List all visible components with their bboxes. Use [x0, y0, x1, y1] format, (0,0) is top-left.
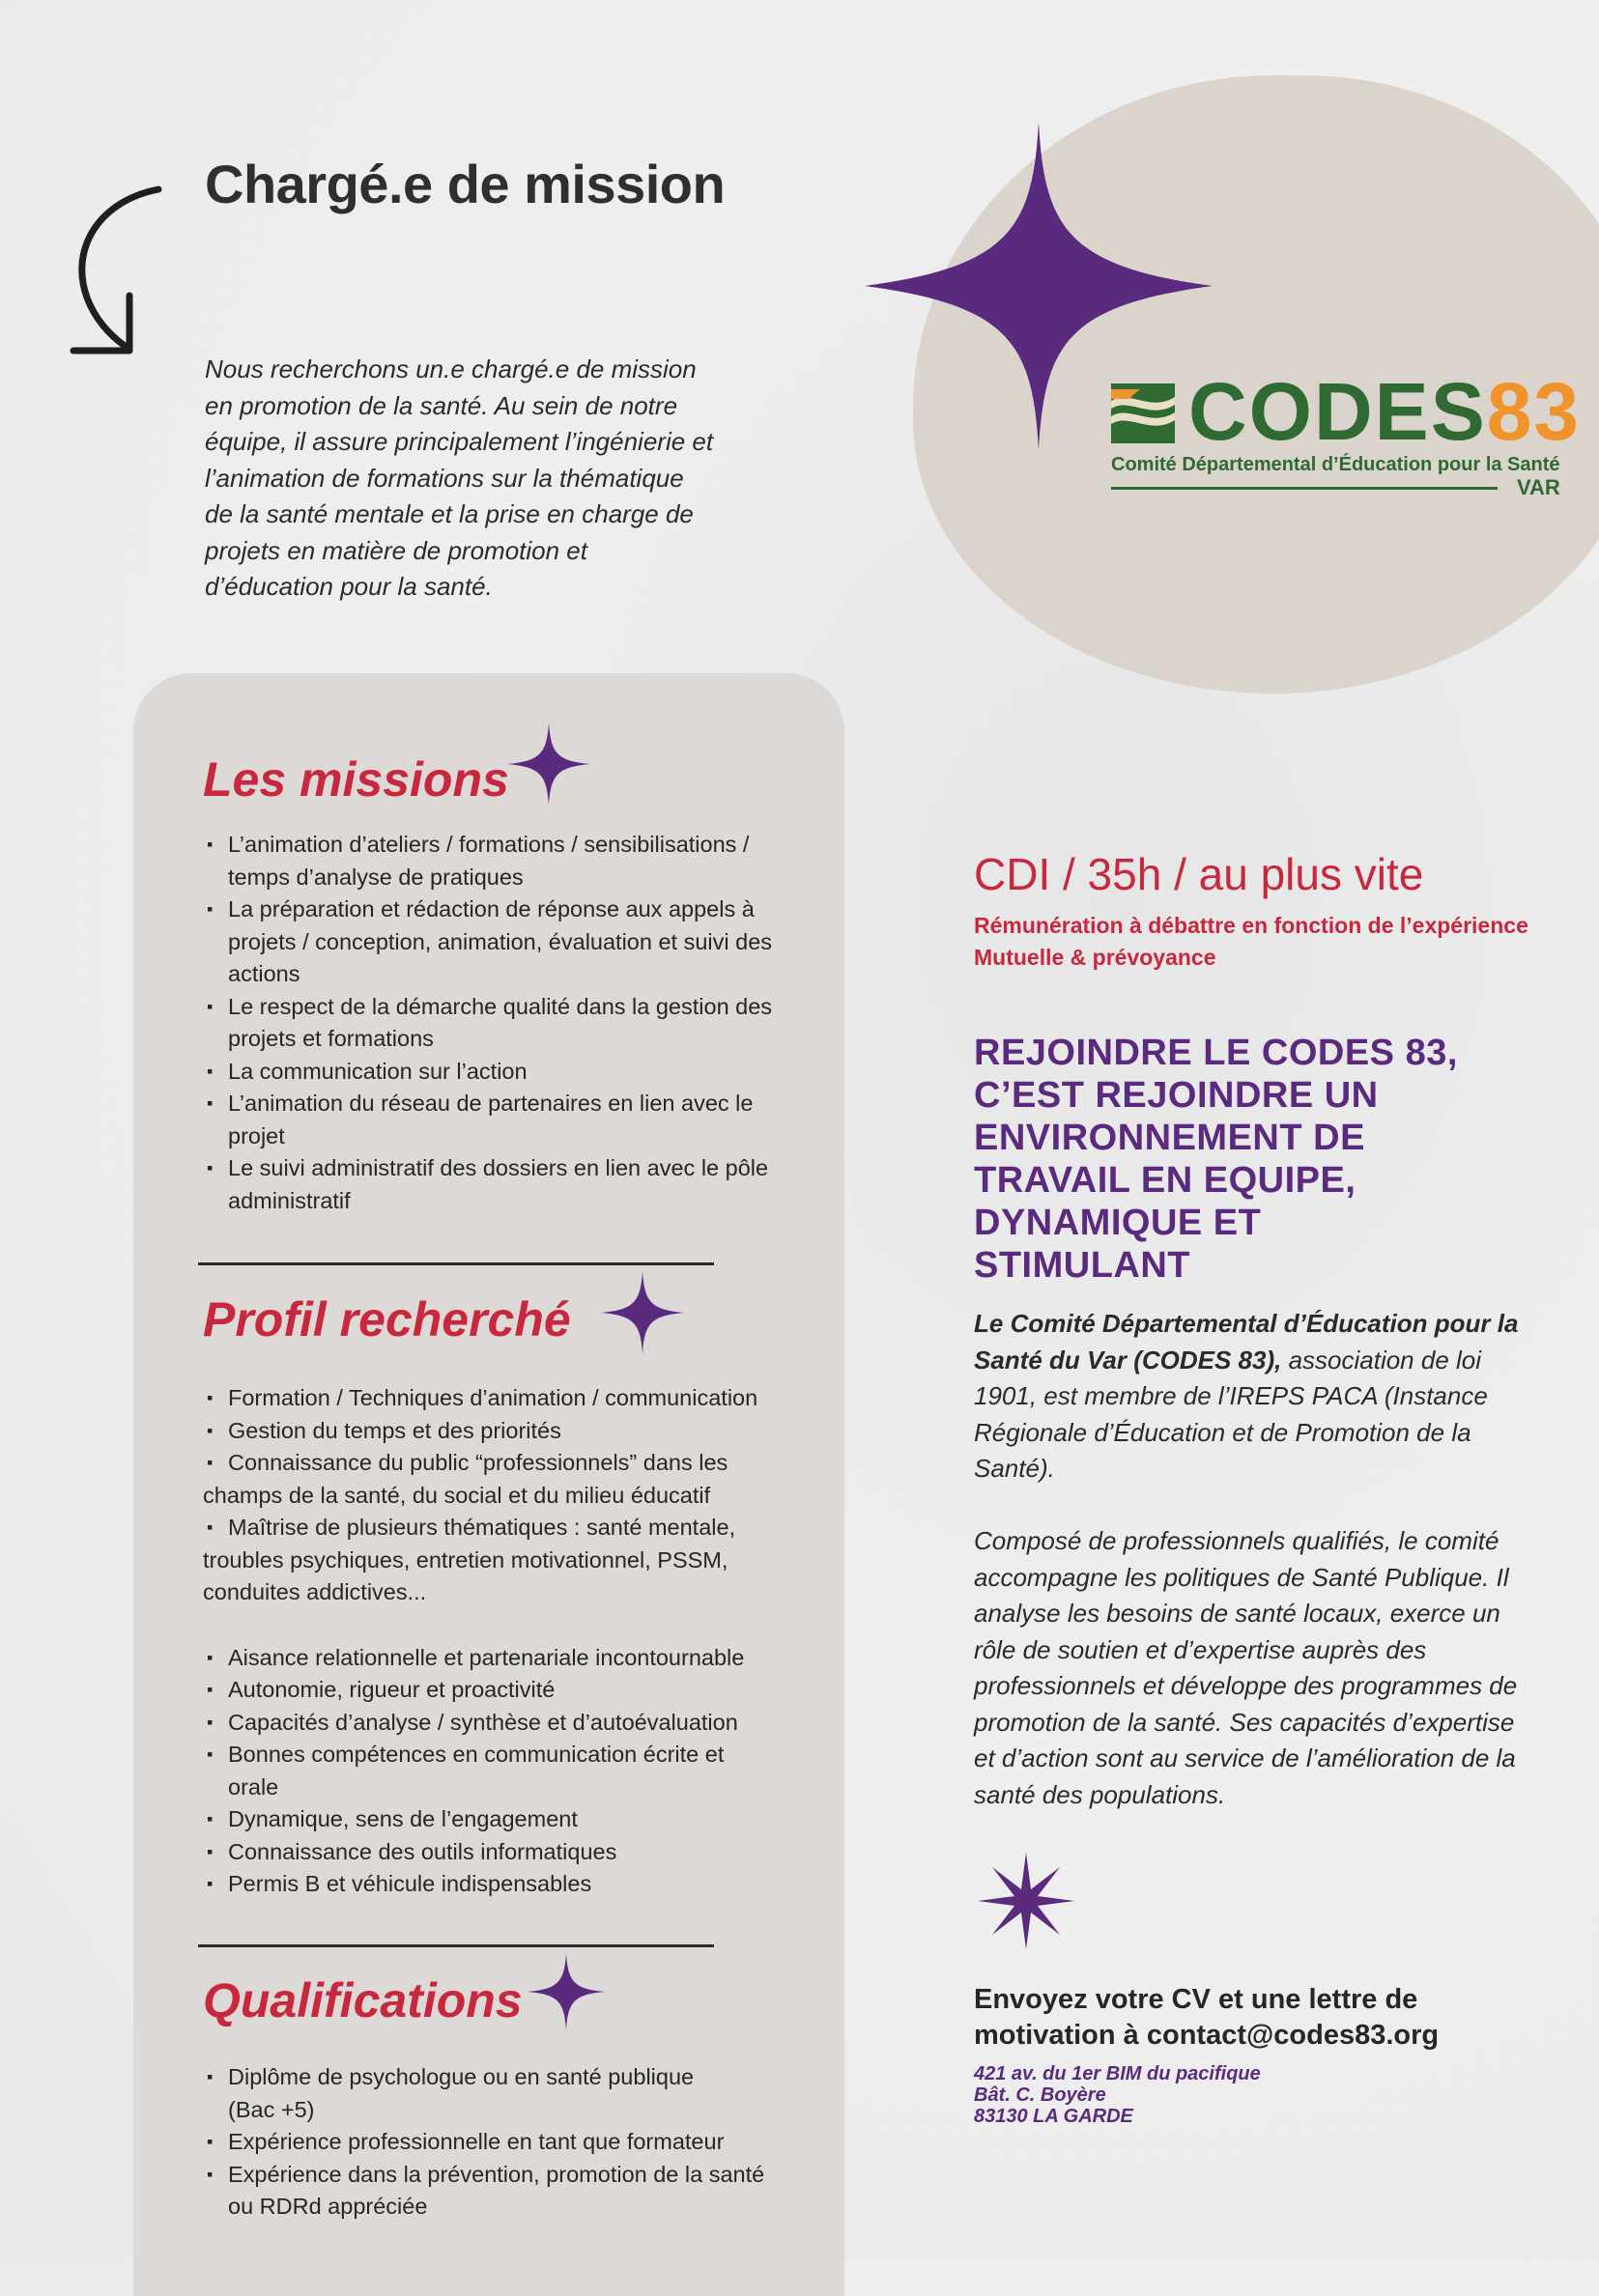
section-divider	[198, 1944, 714, 1947]
profil-title: Profil recherché	[203, 1292, 571, 1346]
intro-line: l’animation de formations sur la thématique	[205, 463, 684, 493]
small-star-icon	[528, 1953, 605, 2030]
postal-address: 421 av. du 1er BIM du pacifique Bât. C. Boyère 83130 LA GARDE	[974, 2063, 1261, 2127]
intro-line: équipe, il assure principalement l’ingénierie et	[205, 427, 714, 456]
heading-line: ENVIRONNEMENT DE	[974, 1118, 1365, 1158]
profil-list	[203, 1382, 821, 1901]
missions-list	[203, 829, 821, 1217]
small-star-icon	[601, 1271, 684, 1354]
list-item: ▪ Expérience professionnelle en tant que formateur	[203, 2126, 821, 2159]
remuneration-text: Rémunération à débattre en fonction de l’expérience	[974, 913, 1528, 938]
list-item: ▪ Maîtrise de plusieurs thématiques : santé mentale, troubles psychiques, entretien motivationnel, PSSM, conduites addictives...	[203, 1512, 821, 1609]
logo-waves-icon	[1111, 383, 1175, 443]
list-item: ▪ La communication sur l’action	[203, 1056, 821, 1089]
apply-instructions	[974, 1982, 1515, 2054]
list-item: ▪ Diplôme de psychologue ou en santé publique (Bac +5)	[203, 2061, 821, 2126]
intro-paragraph	[205, 352, 746, 606]
missions-title: Les missions	[203, 752, 509, 807]
small-star-icon	[507, 723, 590, 806]
heading-line: STIMULANT	[974, 1245, 1191, 1286]
apply-line: Envoyez votre CV et une lettre de	[974, 1984, 1418, 2015]
logo-number: 83	[1486, 366, 1582, 457]
qualifications-list	[203, 2061, 821, 2224]
curved-arrow-icon	[60, 182, 166, 365]
intro-line: Nous recherchons un.e chargé.e de mission	[205, 354, 697, 383]
about-bold: Santé du Var (CODES 83),	[974, 1345, 1282, 1375]
contract-headline: CDI / 35h / au plus vite	[974, 849, 1424, 899]
intro-line: projets en matière de promotion et	[205, 535, 587, 565]
list-item: ▪ Formation / Techniques d’animation / communication	[203, 1382, 821, 1415]
heading-line: TRAVAIL EN EQUIPE,	[974, 1160, 1356, 1201]
committee-paragraph: Composé de professionnels qualifiés, le comité accompagne les politiques de Santé Publique. Il analyse les besoins de santé locaux, exerce un rôle de soutien et d’expertise auprès des professionnels et développe des programmes de promotion de la santé. Ses capacités d’expertise et d’action sont au service de l’amélioration de la santé des populations.	[974, 1526, 1518, 1809]
starburst-icon	[978, 1853, 1074, 1949]
about-text: Santé).	[974, 1454, 1055, 1483]
logo-rule	[1111, 487, 1498, 490]
heading-line: REJOINDRE LE CODES 83,	[974, 1033, 1458, 1073]
list-item: ▪ Le suivi administratif des dossiers en lien avec le pôle administratif	[203, 1152, 821, 1217]
apply-email-line[interactable]: motivation à contact@codes83.org	[974, 2020, 1440, 2051]
logo-wordmark	[1188, 365, 1581, 459]
intro-line: de la santé mentale et la prise en charge de	[205, 499, 694, 528]
intro-line: en promotion de la santé. Au sein de notre	[205, 390, 678, 420]
list-item: ▪ La préparation et rédaction de réponse aux appels à projets / conception, animation, évaluation et suivi des actions	[203, 893, 821, 991]
list-item: ▪ Aisance relationnelle et partenariale incontournable	[203, 1642, 821, 1675]
intro-line: d’éducation pour la santé.	[205, 572, 493, 601]
list-item: ▪ Le respect de la démarche qualité dans la gestion des projets et formations	[203, 991, 821, 1056]
list-item: ▪ Autonomie, rigueur et proactivité	[203, 1674, 821, 1707]
list-item: ▪ Capacités d’analyse / synthèse et d’autoévaluation	[203, 1707, 821, 1740]
offer-details	[974, 910, 1528, 974]
list-item: ▪ Connaissance des outils informatiques	[203, 1836, 821, 1869]
section-divider	[198, 1262, 714, 1265]
rejoindre-heading	[974, 1032, 1476, 1287]
about-text: association de loi	[1281, 1345, 1482, 1375]
list-item: ▪ Gestion du temps et des priorités	[203, 1415, 821, 1448]
logo-name-text: CODES	[1188, 366, 1487, 457]
list-item: ▪ Expérience dans la prévention, promotion de la santé ou RDRd appréciée	[203, 2159, 821, 2224]
list-item: ▪ L’animation du réseau de partenaires en lien avec le projet	[203, 1088, 821, 1152]
heading-line: DYNAMIQUE ET	[974, 1203, 1262, 1243]
list-item: ▪ L’animation d’ateliers / formations / sensibilisations / temps d’analyse de pratiques	[203, 829, 821, 893]
about-text: Régionale d’Éducation et de Promotion de la	[974, 1417, 1471, 1447]
logo-subtitle: Comité Départemental d’Éducation pour la Santé	[1111, 454, 1560, 475]
about-paragraph	[974, 1306, 1563, 1488]
list-item: ▪ Dynamique, sens de l’engagement	[203, 1803, 821, 1836]
qualifications-title: Qualifications	[203, 1973, 523, 2027]
heading-line: C’EST REJOINDRE UN	[974, 1075, 1379, 1116]
list-item: ▪ Permis B et véhicule indispensables	[203, 1868, 821, 1901]
about-bold: Le Comité Départemental d’Éducation pour la	[974, 1309, 1519, 1338]
list-item: ▪ Connaissance du public “professionnels” dans les champs de la santé, du social et du milieu éducatif	[203, 1447, 821, 1512]
list-item: ▪ Bonnes compétences en communication écrite et orale	[203, 1739, 821, 1803]
logo-region: VAR	[1517, 475, 1560, 499]
about-text: 1901, est membre de l’IREPS PACA (Instance	[974, 1381, 1488, 1410]
benefits-text: Mutuelle & prévoyance	[974, 945, 1216, 970]
page-title: Chargé.e de mission	[205, 154, 726, 214]
